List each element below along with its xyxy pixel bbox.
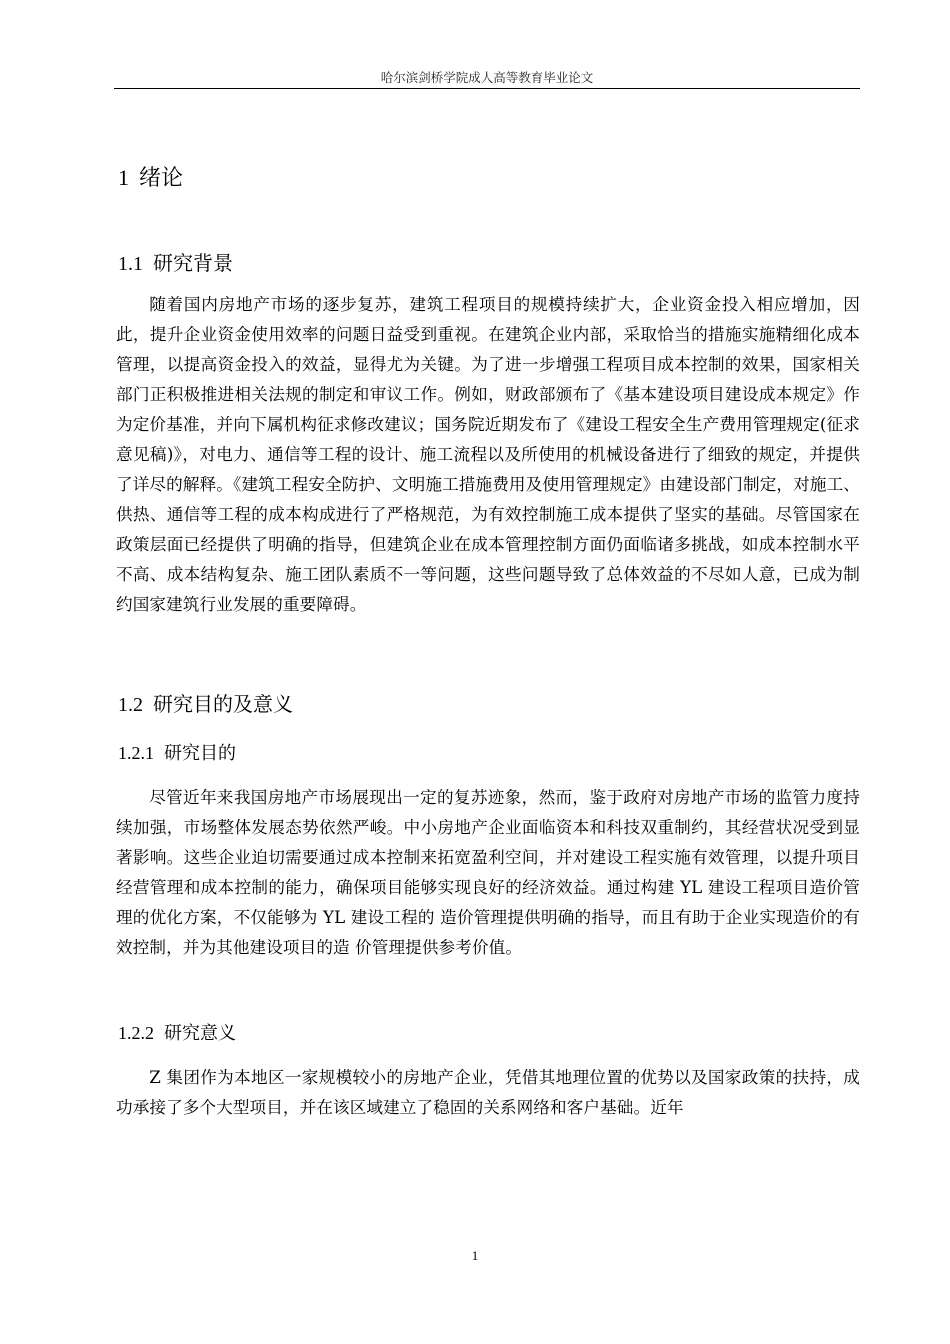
section-heading-1-2 bbox=[118, 690, 293, 719]
subsection-title: 研究意义 bbox=[164, 1023, 236, 1044]
subsection-number: 1.2.2 bbox=[118, 1023, 154, 1043]
paragraph-research-background: 随着国内房地产市场的逐步复苏，建筑工程项目的规模持续扩大，企业资金投入相应增加，因此，提升企业资金使用效率的问题日益受到重视。在建筑企业内部，采取恰当的措施实施精细化成本管理，以提高资金投入的效益，显得尤为关键。为了进一步增强工程项目成本控制的效果，国家相关部门正积极推进相关法规的制定和审议工作。例如，财政部颁布了《基本建设项目建设成本规定》作为定价基准，并向下属机构征求修改建议；国务院近期发布了《建设工程安全生产费用管理规定(征求意见稿)》，对电力、通信等工程的设计、施工流程以及所使用的机械设备进行了细致的规定，并提供了详尽的解释。《建筑工程安全防护、文明施工措施费用及使用管理规定》由建设部门制定，对施工、供热、通信等工程的成本构成进行了严格规范，为有效控制施工成本提供了坚实的基础。尽管国家在政策层面已经提供了明确的指导，但建筑企业在成本管理控制方面仍面临诸多挑战，如成本控制水平不高、成本结构复杂、施工团队素质不一等问题，这些问题导致了总体效益的不尽如人意，已成为制约国家建筑行业发展的重要障碍。 bbox=[116, 295, 860, 614]
section-title: 研究目的及意义 bbox=[153, 692, 293, 716]
chapter-heading bbox=[118, 163, 183, 194]
section-number: 1.2 bbox=[118, 694, 143, 716]
chapter-title: 绪论 bbox=[139, 166, 184, 191]
paragraph-research-purpose: 尽管近年来我国房地产市场展现出一定的复苏迹象，然而，鉴于政府对房地产市场的监管力度持续加强，市场整体发展态势依然严峻。中小房地产企业面临资本和科技双重制约，其经营状况受到显著影响。这些企业迫切需要通过成本控制来拓宽盈利空间，并对建设工程实施有效管理，以提升项目经营管理和成本控制的能力，确保项目能够实现良好的经济效益。通过构建 YL 建设工程项目造价管理的优化方案，不仅能够为 YL 建设工程的 造价管理提供明确的指导，而且有助于企业实现造价的有效控制，并为其他建设项目的造 价管理提供参考价值。 bbox=[116, 788, 860, 957]
subsection-title: 研究目的 bbox=[164, 743, 236, 764]
section-number: 1.1 bbox=[118, 253, 143, 275]
subsection-number: 1.2.1 bbox=[118, 743, 154, 763]
section-title: 研究背景 bbox=[153, 251, 233, 275]
page-number: 1 bbox=[471, 1248, 479, 1263]
paragraph-research-significance: Z 集团作为本地区一家规模较小的房地产企业，凭借其地理位置的优势以及国家政策的扶持，成功承接了多个大型项目，并在该区域建立了稳固的关系网络和客户基础。近年 bbox=[116, 1068, 860, 1117]
section-heading-1-1 bbox=[118, 249, 233, 278]
subsection-heading-1-2-1 bbox=[118, 740, 236, 767]
running-header: 哈尔滨剑桥学院成人高等教育毕业论文 bbox=[380, 70, 594, 85]
header-divider bbox=[114, 88, 860, 89]
subsection-heading-1-2-2 bbox=[118, 1020, 236, 1047]
chapter-number: 1 bbox=[118, 165, 129, 190]
